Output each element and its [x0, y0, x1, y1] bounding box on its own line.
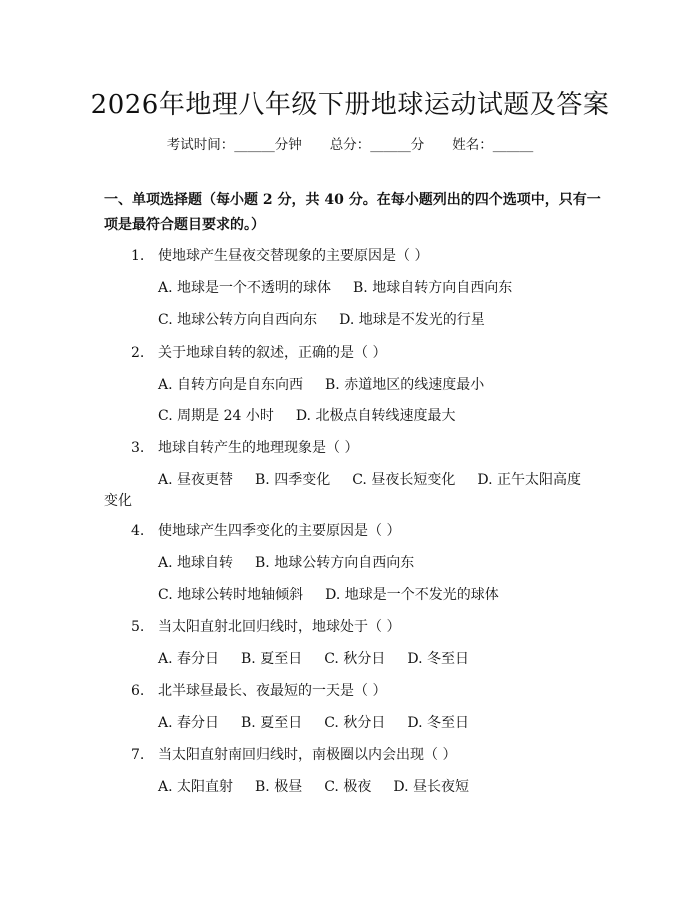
- total-score-field: 总分：______分: [329, 137, 425, 153]
- question-1-options-row-2: [158, 309, 485, 329]
- option-b: B. 赤道地区的线速度最小: [325, 377, 485, 393]
- question-stem: 当太阳直射北回归线时，地球处于（ ）: [158, 619, 401, 635]
- document-title: 2026年地理八年级下册地球运动试题及答案: [90, 90, 610, 120]
- option-a: A. 地球是一个不透明的球体: [158, 280, 332, 296]
- option-d: D. 正午太阳高度: [477, 472, 581, 488]
- student-name-field: 姓名：______: [452, 137, 534, 153]
- question-number: 1.: [131, 248, 145, 264]
- question-2-options-row-1: [158, 374, 484, 394]
- question-number: 2.: [131, 345, 145, 361]
- question-stem: 北半球昼最长、夜最短的一天是（ ）: [158, 683, 387, 699]
- section-heading: 一、单项选择题（每小题 2 分，共 40 分。在每小题列出的四个选项中，只有一项是最符合题目要求的。）: [104, 192, 601, 233]
- question-2-options-row-2: [158, 405, 455, 425]
- option-b: B. 夏至日: [241, 651, 303, 667]
- option-c: C. 秋分日: [324, 715, 386, 731]
- question-7: [131, 744, 456, 764]
- question-number: 5.: [131, 619, 145, 635]
- option-d: D. 北极点自转线速度最大: [295, 408, 456, 424]
- option-c: C. 地球公转方向自西向东: [158, 312, 318, 328]
- question-stem: 关于地球自转的叙述，正确的是（ ）: [158, 345, 387, 361]
- option-d: D. 地球是不发光的行星: [339, 312, 485, 328]
- question-6: [131, 680, 386, 700]
- question-3-option-d-wrap: 变化: [104, 493, 132, 509]
- question-1-options-row-1: [158, 277, 512, 297]
- question-number: 4.: [131, 523, 145, 539]
- option-c: C. 极夜: [324, 779, 372, 795]
- question-number: 3.: [131, 440, 145, 456]
- question-7-options-row-1: [158, 776, 469, 796]
- option-b: B. 夏至日: [241, 715, 303, 731]
- question-1: [131, 245, 428, 265]
- question-stem: 地球自转产生的地理现象是（ ）: [158, 440, 359, 456]
- question-4-options-row-2: [158, 584, 499, 604]
- question-5-options-row-1: [158, 648, 469, 668]
- option-d: D. 地球是一个不发光的球体: [325, 587, 499, 603]
- exam-time-field: 考试时间：______分钟: [166, 137, 302, 153]
- option-d: D. 冬至日: [407, 715, 469, 731]
- question-3: [131, 437, 358, 457]
- question-number: 7.: [131, 747, 145, 763]
- question-stem: 使地球产生四季变化的主要原因是（ ）: [158, 523, 401, 539]
- option-a: A. 自转方向是自东向西: [158, 377, 304, 393]
- option-d: D. 昼长夜短: [393, 779, 469, 795]
- question-4-options-row-1: [158, 552, 414, 572]
- option-a: A. 春分日: [158, 715, 220, 731]
- option-c: C. 昼夜长短变化: [352, 472, 456, 488]
- option-b: B. 地球自转方向自西向东: [353, 280, 513, 296]
- option-b: B. 四季变化: [255, 472, 331, 488]
- option-b: B. 地球公转方向自西向东: [255, 555, 415, 571]
- question-4: [131, 520, 400, 540]
- question-6-options-row-1: [158, 712, 469, 732]
- option-c: C. 地球公转时地轴倾斜: [158, 587, 304, 603]
- option-c: C. 秋分日: [324, 651, 386, 667]
- option-b: B. 极昼: [255, 779, 303, 795]
- question-stem: 使地球产生昼夜交替现象的主要原因是（ ）: [158, 248, 429, 264]
- question-5: [131, 616, 400, 636]
- option-a: A. 地球自转: [158, 555, 234, 571]
- option-a: A. 昼夜更替: [158, 472, 234, 488]
- question-3-options-row-1: [158, 469, 581, 489]
- option-a: A. 春分日: [158, 651, 220, 667]
- option-c: C. 周期是 24 小时: [158, 408, 274, 424]
- option-d: D. 冬至日: [407, 651, 469, 667]
- question-stem: 当太阳直射南回归线时，南极圈以内会出现（ ）: [158, 747, 457, 763]
- question-number: 6.: [131, 683, 145, 699]
- question-2: [131, 342, 386, 362]
- exam-meta: [0, 133, 700, 153]
- option-a: A. 太阳直射: [158, 779, 234, 795]
